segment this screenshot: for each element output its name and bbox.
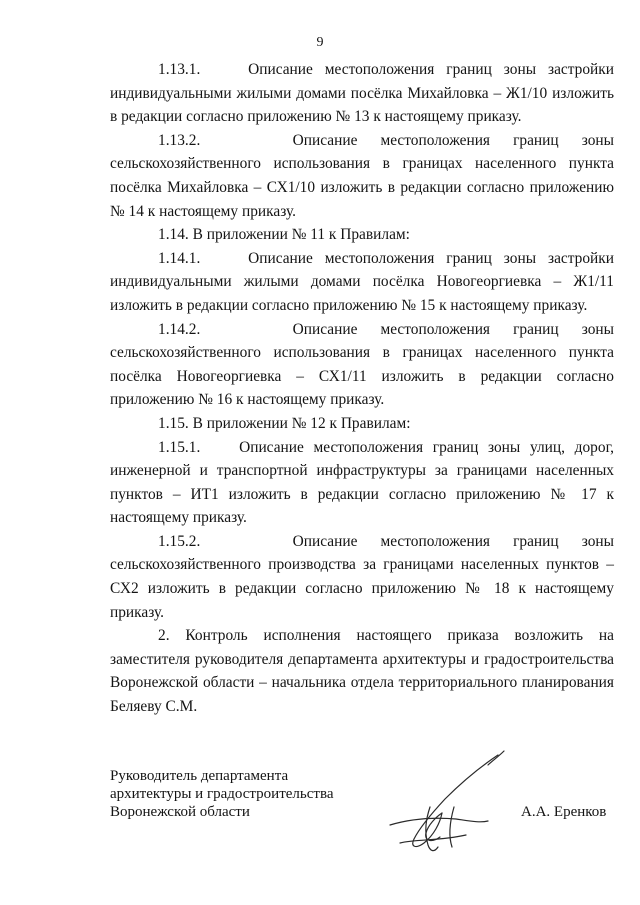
paragraph-1-14: 1.14. В приложении № 11 к Правилам: <box>158 226 410 244</box>
document-body <box>110 58 614 719</box>
paragraph-1-13-1: 1.13.1. Описание местоположения границ зоны застройки индивидуальными жилыми домами посёлка Михайловка – Ж1/10 изложить в редакции согласно приложению № 13 к настоящему приказу. <box>110 61 614 126</box>
page-number: 9 <box>316 35 324 50</box>
paragraph-1-15: 1.15. В приложении № 12 к Правилам: <box>158 414 411 432</box>
paragraph-2: 2. Контроль исполнения настоящего приказа возложить на заместителя руководителя департамента архитектуры и градостроительства Воронежской области – начальника отдела территориального планирования Беляеву С.М. <box>110 627 614 716</box>
paragraph-1-14-2: 1.14.2. Описание местоположения границ зоны сельскохозяйственного использования в границах населенного пункта посёлка Новогеоргиевка – СХ1/11 изложить в редакции согласно приложению № 16 к настоящему приказу. <box>110 320 614 409</box>
paragraph-1-15-1: 1.15.1. Описание местоположения границ зоны улиц, дорог, инженерной и транспортной инфраструктуры за границами населенных пунктов – ИТ1 изложить в редакции согласно приложению № 17 к настоящему приказу. <box>110 438 614 527</box>
handwritten-signature <box>370 747 520 857</box>
paragraph-1-14-1: 1.14.1. Описание местоположения границ зоны застройки индивидуальными жилыми домами посёлка Новогеоргиевка – Ж1/11 изложить в редакции согласно приложению № 15 к настоящему приказу. <box>110 249 614 314</box>
signatory-position-line: архитектуры и градостроительства <box>110 786 334 802</box>
signatory-position-line: Воронежской области <box>110 804 250 820</box>
paragraph-1-13-2: 1.13.2. Описание местоположения границ зоны сельскохозяйственного использования в границах населенного пункта посёлка Михайловка – СХ1/10 изложить в редакции согласно приложению № 14 к настоящему приказу. <box>110 131 614 220</box>
paragraph-1-15-2: 1.15.2. Описание местоположения границ зоны сельскохозяйственного производства за границами населенных пунктов – СХ2 изложить в редакции согласно приложению № 18 к настоящему приказу. <box>110 532 614 621</box>
signatory-position <box>110 767 350 821</box>
signer-name: А.А. Еренков <box>521 804 607 820</box>
signatory-position-line: Руководитель департамента <box>110 768 289 784</box>
